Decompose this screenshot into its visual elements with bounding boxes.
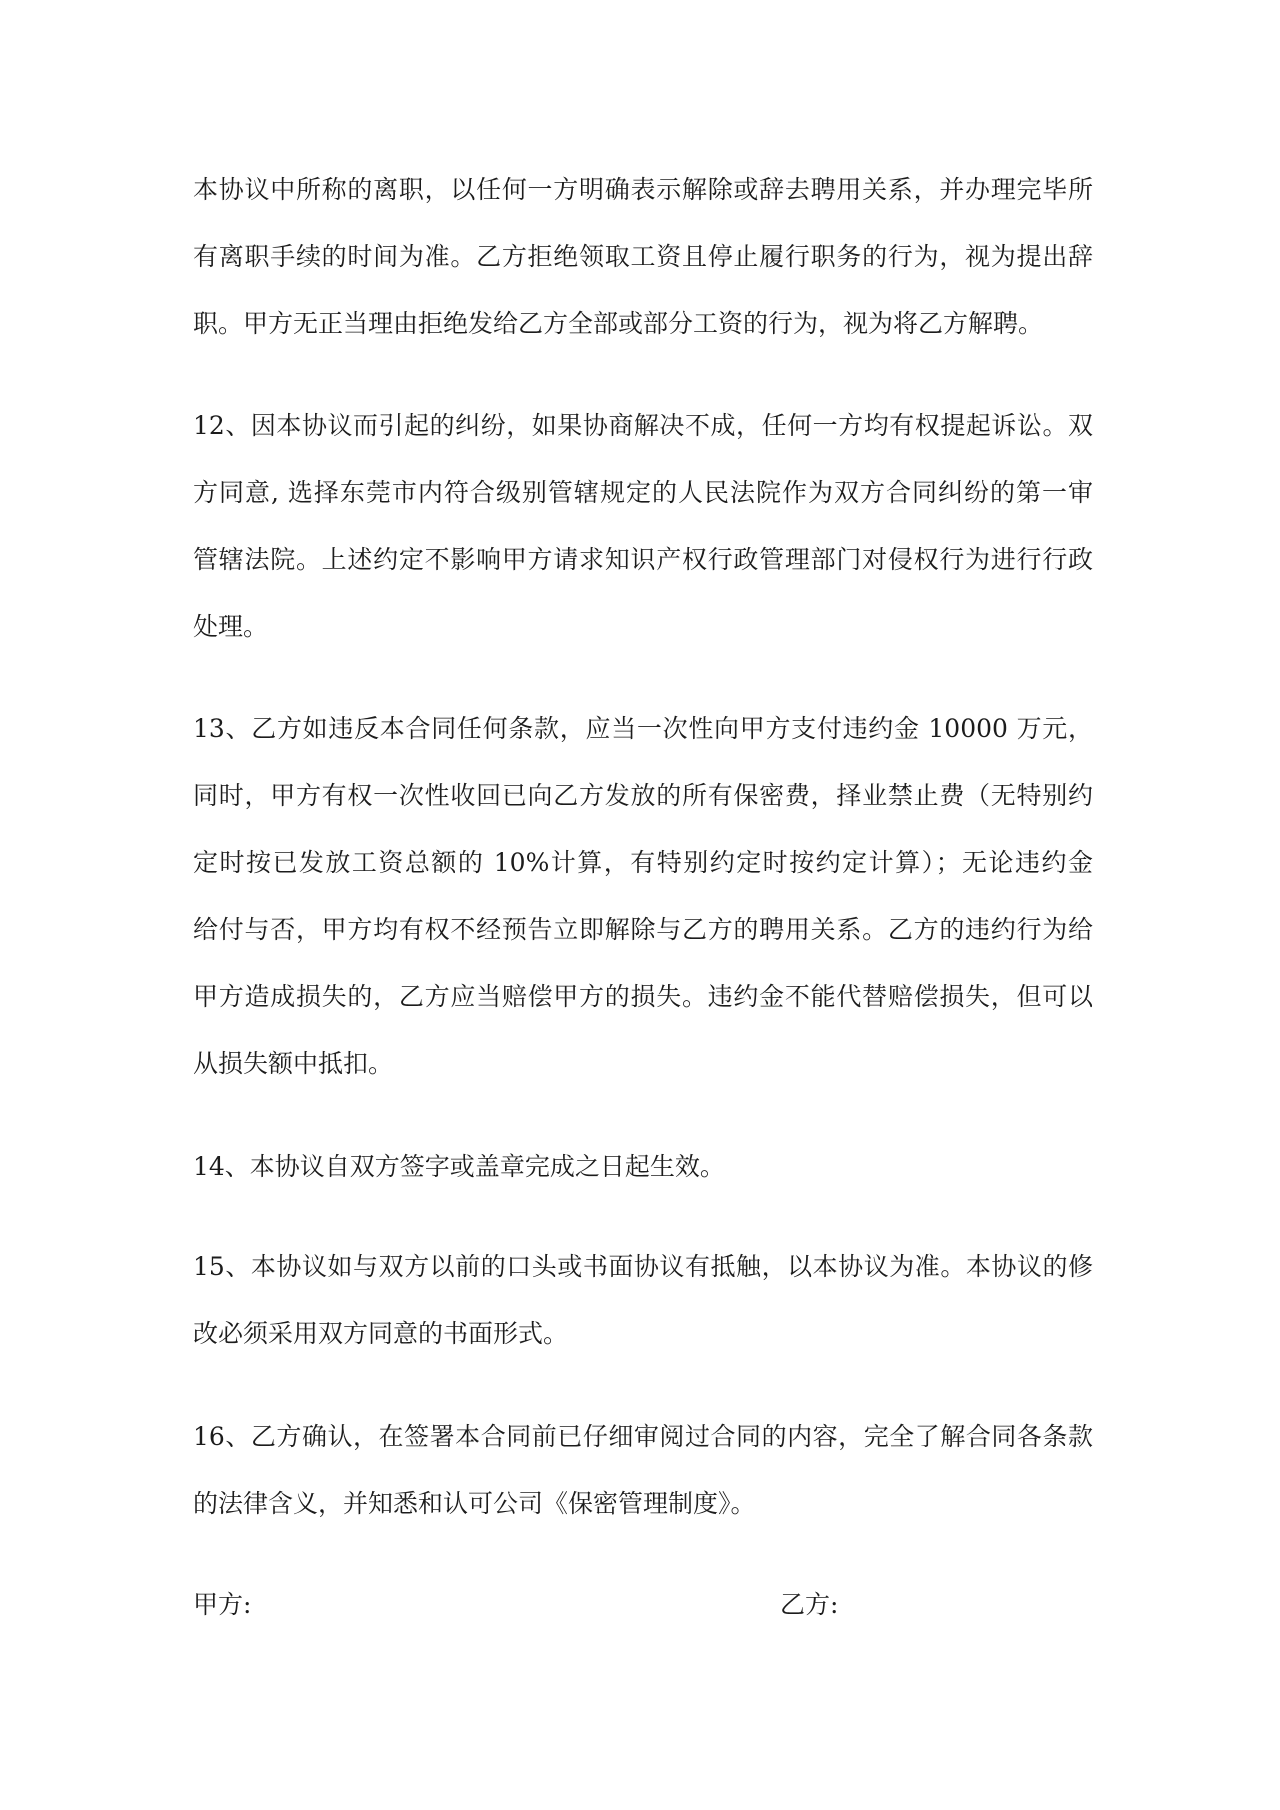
clause-13-line: 13、乙方如违反本合同任何条款，应当一次性向甲方支付违约金 10000 万元， [193,714,1093,743]
clause-12-line: 方同意, 选择东莞市内符合级别管辖规定的人民法院作为双方合同纠纷的第一审 [193,478,1093,507]
clause-13-line: 给付与否，甲方均有权不经预告立即解除与乙方的聘用关系。乙方的违约行为给 [193,915,1093,944]
clause-13-line: 甲方造成损失的，乙方应当赔偿甲方的损失。违约金不能代替赔偿损失，但可以 [193,982,1093,1011]
party-a-signature-label: 甲方: [193,1590,252,1619]
paragraph-line: 本协议中所称的离职，以任何一方明确表示解除或辞去聘用关系，并办理完毕所 [193,175,1093,204]
clause-15-line: 改必须采用双方同意的书面形式。 [193,1319,569,1348]
clause-13-line: 同时，甲方有权一次性收回已向乙方发放的所有保密费，择业禁止费（无特别约 [193,781,1093,810]
clause-12-line: 12、因本协议而引起的纠纷，如果协商解决不成，任何一方均有权提起诉讼。双 [193,411,1093,440]
clause-16-line: 的法律含义，并知悉和认可公司《保密管理制度》。 [193,1489,756,1518]
clause-15-line: 15、本协议如与双方以前的口头或书面协议有抵触，以本协议为准。本协议的修 [193,1252,1093,1281]
party-b-signature-label: 乙方: [780,1590,839,1619]
clause-12-line: 管辖法院。上述约定不影响甲方请求知识产权行政管理部门对侵权行为进行行政 [193,545,1093,574]
paragraph-line: 有离职手续的时间为准。乙方拒绝领取工资且停止履行职务的行为，视为提出辞 [193,242,1093,271]
clause-13-line: 从损失额中抵扣。 [193,1049,394,1078]
clause-16-line: 16、乙方确认，在签署本合同前已仔细审阅过合同的内容，完全了解合同各条款 [193,1422,1093,1451]
paragraph-line: 职。甲方无正当理由拒绝发给乙方全部或部分工资的行为，视为将乙方解聘。 [193,309,1044,338]
clause-12-line: 处理。 [193,612,269,641]
clause-14-line: 14、本协议自双方签字或盖章完成之日起生效。 [193,1152,725,1181]
clause-13-line: 定时按已发放工资总额的 10%计算，有特别约定时按约定计算）；无论违约金 [193,848,1093,877]
